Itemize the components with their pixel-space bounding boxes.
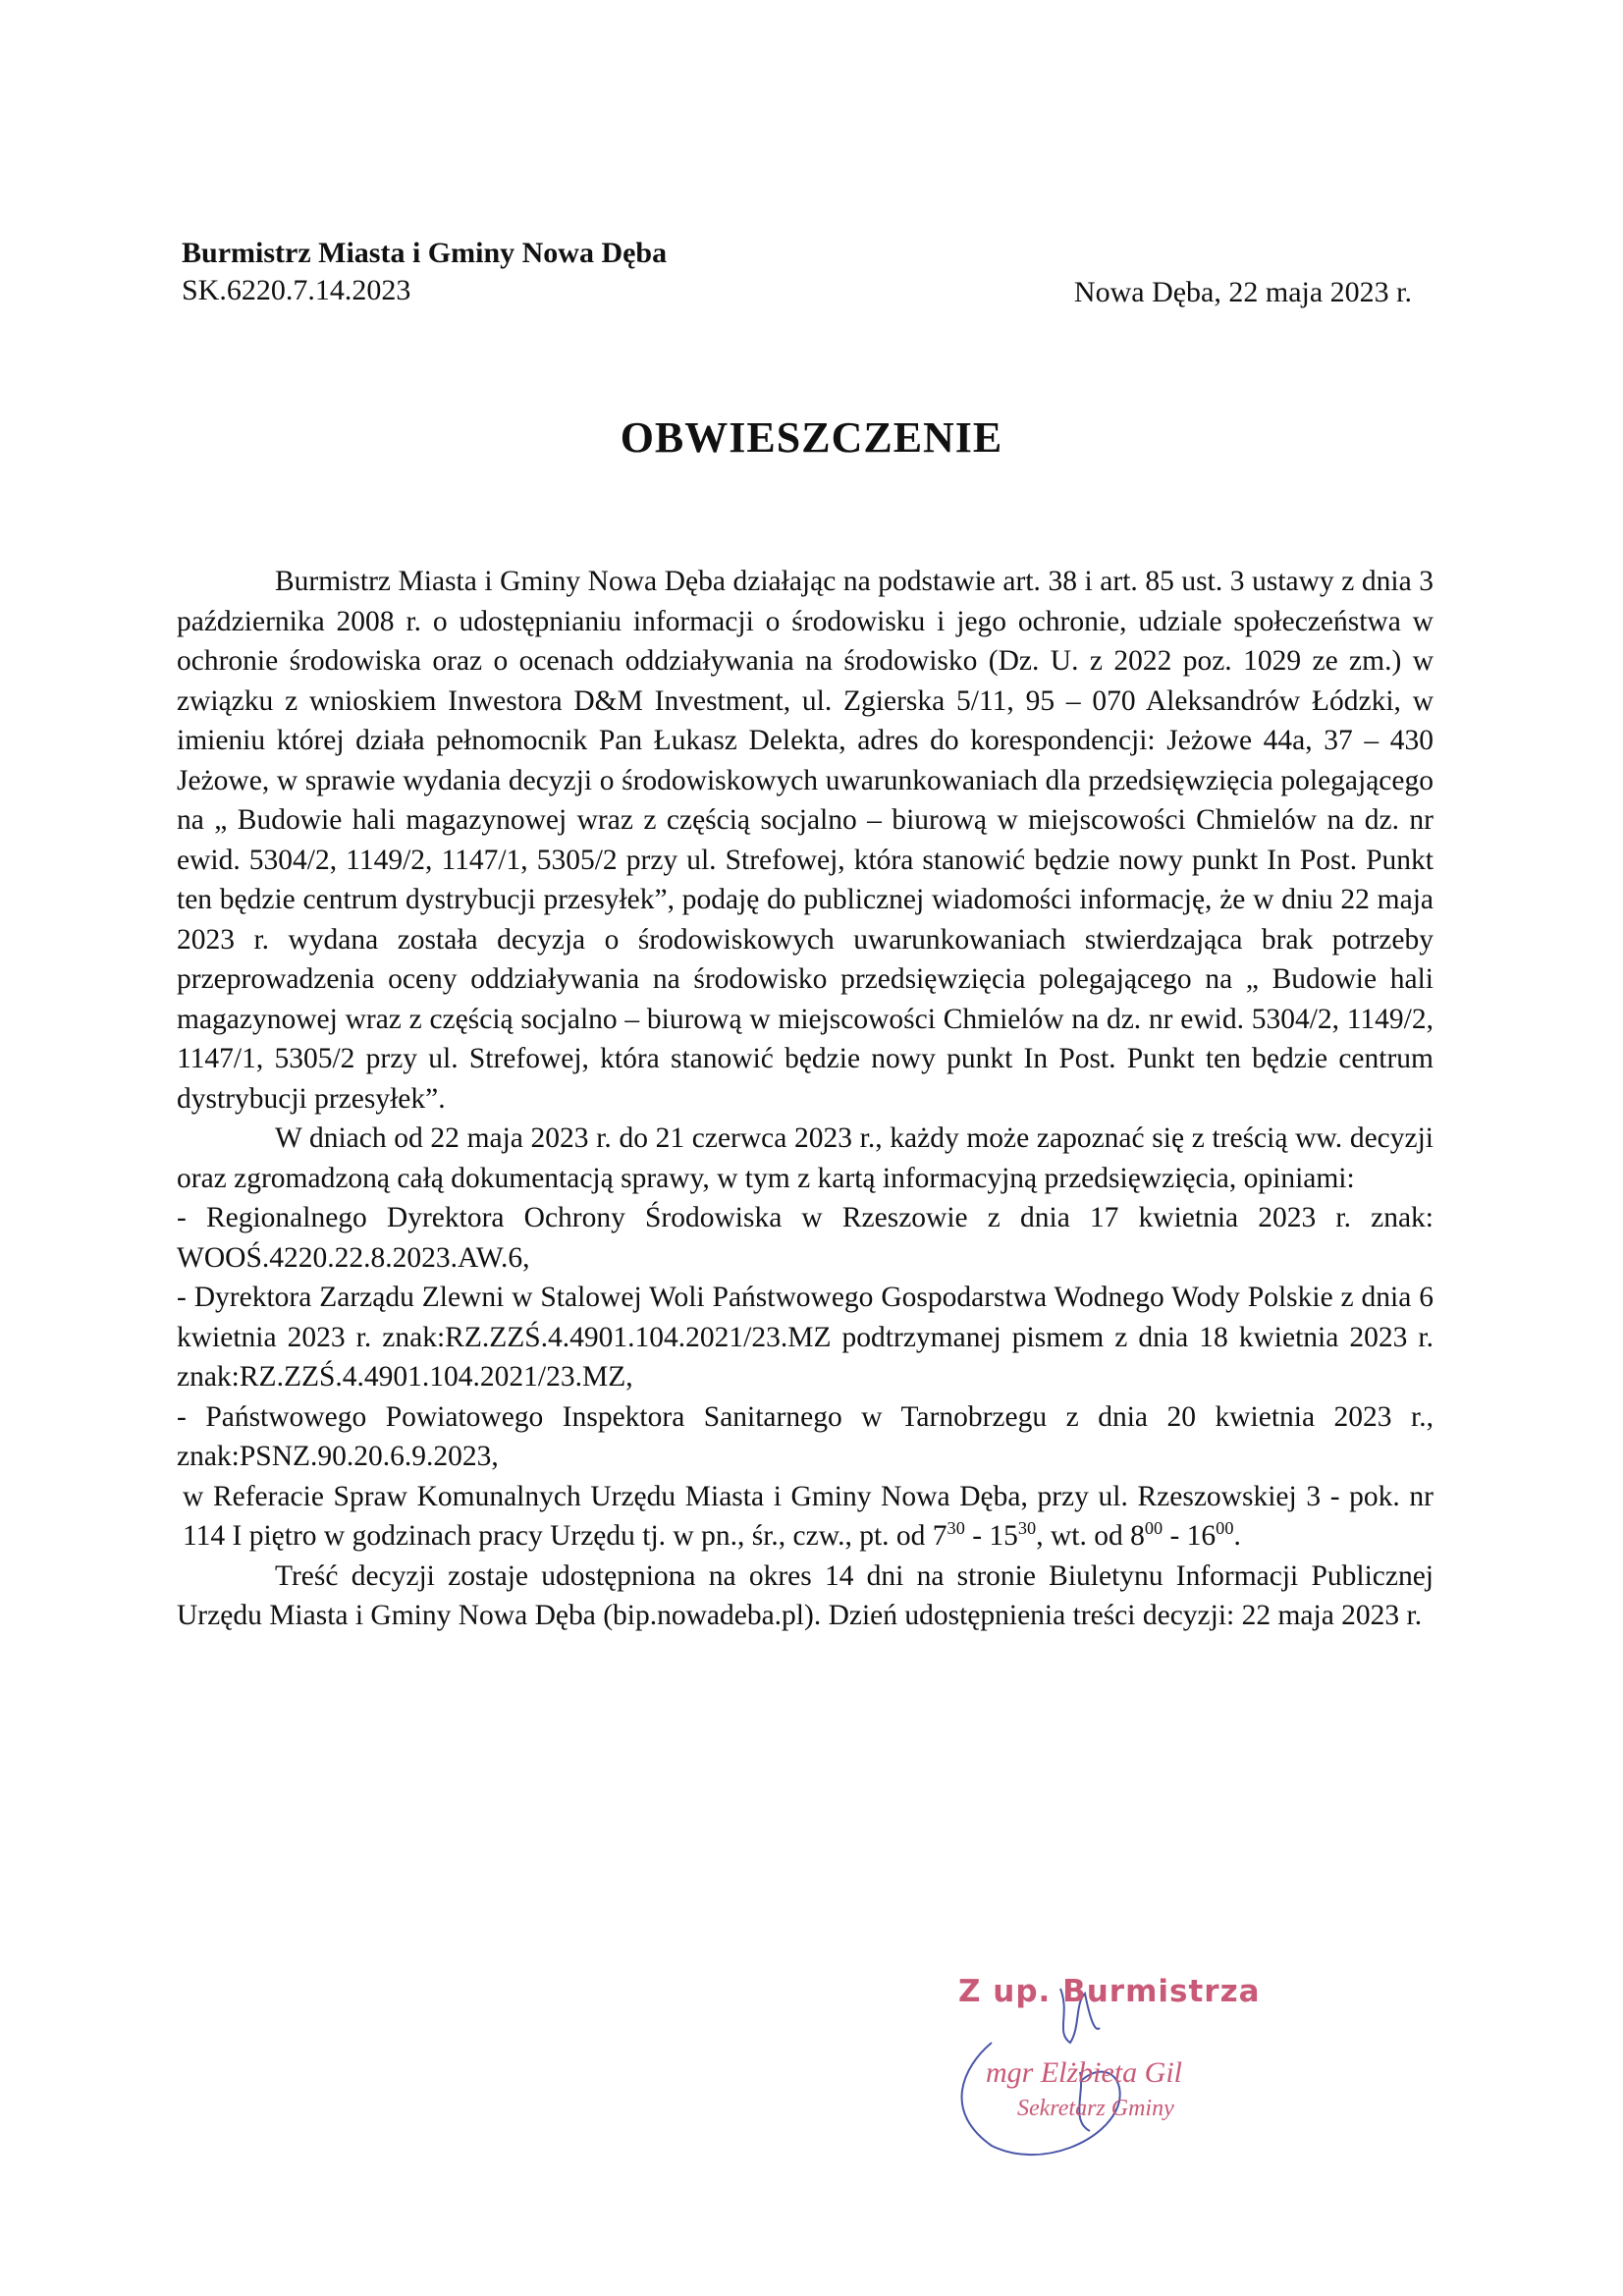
opinion-item: - Państwowego Powiatowego Inspektora Sanitarnego w Tarnobrzegu z dnia 20 kwietnia 2023 r., znak:PSNZ.90.20.6.9.2023, xyxy=(177,1400,1434,1472)
stamp-authorization: Z up. Burmistrza xyxy=(958,1974,1261,2009)
case-number: SK.6220.7.14.2023 xyxy=(182,274,411,306)
tuesday-hours-to: $16^{00}$ xyxy=(1186,1518,1234,1552)
opinion-item: - Regionalnego Dyrektora Ochrony Środowiska w Rzeszowie z dnia 17 kwietnia 2023 r. znak: WOOŚ.4220.22.8.2023.AW.6, xyxy=(177,1202,1434,1274)
tuesday-hours-from: $8^{00}$ xyxy=(1130,1518,1163,1552)
paragraph-location-hours: w Referacie Spraw Komunalnych Urzędu Miasta i Gminy Nowa Dęba, przy ul. Rzeszowskiej 3 - pok. nr 114 I piętro w godzinach pracy Urzędu tj. w pn., śr., czw., pt. od $7^{30} - 15^{30}$, wt. od $8^{00} - 16^{00}$. xyxy=(183,1480,1434,1552)
hours-to: $15^{30}$ xyxy=(989,1518,1037,1552)
stamp-position: Sekretarz Gminy xyxy=(1017,2096,1174,2121)
document-body xyxy=(177,562,1434,1636)
location-text: w Referacie Spraw Komunalnych Urzędu Miasta i Gminy Nowa Dęba, przy ul. Rzeszowskiej 3 - pok. nr 114 I piętro w godzinach pracy Urzędu tj. w pn., śr., czw., pt. od xyxy=(183,1480,1434,1552)
paragraph-main: Burmistrz Miasta i Gminy Nowa Dęba działając na podstawie art. 38 i art. 85 ust. 3 ustawy z dnia 3 października 2008 r. o udostępnianiu informacji o środowisku i jego ochronie, udziale społeczeństwa w ochronie środowiska oraz o ocenach oddziaływania na środowisko (Dz. U. z 2022 poz. 1029 ze zm.) w związku z wnioskiem Inwestora D&M Investment, ul. Zgierska 5/11, 95 – 070 Aleksandrów Łódzki, w imieniu której działa pełnomocnik Pan Łukasz Delekta, adres do korespondencji: Jeżowe 44a, 37 – 430 Jeżowe, w sprawie wydania decyzji o środowiskowych uwarunkowaniach dla przedsięwzięcia polegającego na „ Budowie hali magazynowej wraz z częścią socjalno – biurową w miejscowości Chmielów na dz. nr ewid. 5304/2, 1149/2, 1147/1, 5305/2 przy ul. Strefowej, która stanowić będzie nowy punkt In Post. Punkt ten będzie centrum dystrybucji przesyłek”, podaję do publicznej wiadomości informację, że w dniu 22 maja 2023 r. wydana została decyzja o środowiskowych uwarunkowaniach stwierdzająca brak potrzeby przeprowadzenia oceny oddziaływania na środowisko przedsięwzięcia polegającego na „ Budowie hali magazynowej wraz z częścią socjalno – biurową w miejscowości Chmielów na dz. nr ewid. 5304/2, 1149/2, 1147/1, 5305/2 przy ul. Strefowej, która stanowić będzie nowy punkt In Post. Punkt ten będzie centrum dystrybucji przesyłek”. xyxy=(177,566,1434,1115)
issuing-authority: Burmistrz Miasta i Gminy Nowa Dęba xyxy=(182,237,668,269)
signature-stamp xyxy=(923,1974,1286,2160)
paragraph-publication: Treść decyzji zostaje udostępniona na okres 14 dni na stronie Biuletynu Informacji Publicznej Urzędu Miasta i Gminy Nowa Dęba (bip.nowadeba.pl). Dzień udostępnienia treści decyzji: 22 maja 2023 r. xyxy=(177,1559,1434,1631)
document-title: OBWIESZCZENIE xyxy=(620,413,1003,462)
hours-from: $7^{30}$ xyxy=(932,1518,965,1552)
place-and-date: Nowa Dęba, 22 maja 2023 r. xyxy=(1073,276,1412,308)
opinion-item: - Dyrektora Zarządu Zlewni w Stalowej Woli Państwowego Gospodarstwa Wodnego Wody Polskie z dnia 6 kwietnia 2023 r. znak:RZ.ZZŚ.4.4901.104.2021/23.MZ podtrzymanej pismem z dnia 18 kwietnia 2023 r. znak:RZ.ZZŚ.4.4901.104.2021/23.MZ, xyxy=(177,1282,1434,1393)
stamp-name: mgr Elżbieta Gil xyxy=(986,2056,1182,2089)
paragraph-availability: W dniach od 22 maja 2023 r. do 21 czerwca 2023 r., każdy może zapoznać się z treścią ww. decyzji oraz zgromadzoną całą dokumentacją sprawy, w tym z kartą informacyjną przedsięwzięcia, opiniami: xyxy=(177,1122,1434,1194)
